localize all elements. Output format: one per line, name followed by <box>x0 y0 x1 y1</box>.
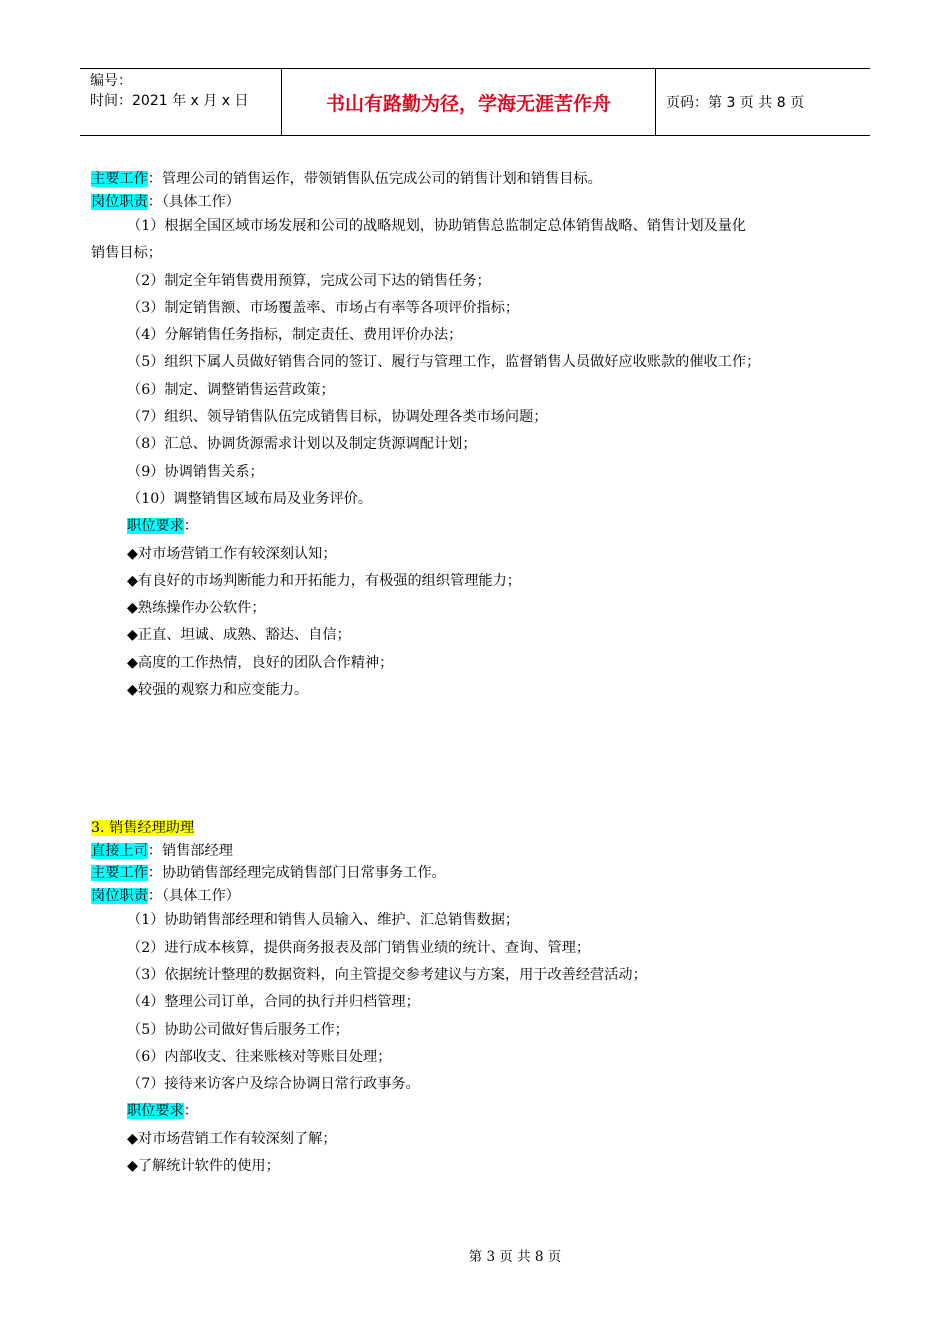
requirement-item: ◆了解统计软件的使用； <box>127 1158 280 1175</box>
document-number-label: 编号： <box>90 73 132 89</box>
requirement-item: ◆对市场营销工作有较深刻了解； <box>127 1130 337 1147</box>
header-motto: 书山有路勤为径，学海无涯苦作舟 <box>282 69 656 135</box>
page-footer: 第 3 页 共 8 页 <box>468 1249 562 1265</box>
requirement-item: ◆较强的观察力和应变能力。 <box>127 682 309 699</box>
duty-item: （5）组织下属人员做好销售合同的签订、履行与管理工作，监督销售人员做好应收账款的催收工作； <box>127 354 761 371</box>
duty-item: （9）协调销售关系； <box>127 463 264 480</box>
requirements-label: 职位要求 <box>127 518 184 535</box>
header-page-number: 页码：第 3 页 共 8 页 <box>666 95 805 111</box>
duty-item: （5）协助公司做好售后服务工作； <box>127 1021 349 1038</box>
requirements-heading <box>91 1098 871 1125</box>
duty-item: （2）制定全年销售费用预算，完成公司下达的销售任务； <box>127 272 491 289</box>
duty-item: （4）分解销售任务指标，制定责任、费用评价办法； <box>127 327 463 344</box>
duty-heading-line <box>91 191 871 214</box>
page-header <box>80 68 870 136</box>
requirement-item: ◆熟练操作办公软件； <box>127 600 266 617</box>
section-spacer <box>91 704 871 817</box>
main-work-label: 主要工作 <box>91 171 148 187</box>
duty-heading-line <box>91 885 871 908</box>
duty-item: （6）制定、调整销售运营政策； <box>127 381 335 398</box>
document-body <box>91 168 871 1180</box>
section-title: 3. 销售经理助理 <box>91 820 195 837</box>
duty-suffix: ：（具体工作） <box>147 887 240 904</box>
direct-boss-line <box>91 840 871 863</box>
document-date: 时间：2021 年 x 月 x 日 <box>90 93 249 109</box>
duty-item: （7）组织、领导销售队伍完成销售目标，协调处理各类市场问题； <box>127 409 548 426</box>
requirement-item: ◆有良好的市场判断能力和开拓能力，有极强的组织管理能力； <box>127 572 521 589</box>
requirements-heading <box>91 513 871 540</box>
duty-item: （2）进行成本核算，提供商务报表及部门销售业绩的统计、查询、管理； <box>127 939 591 956</box>
duty-item: （4）整理公司订单，合同的执行并归档管理； <box>127 994 420 1011</box>
main-work-text: ：管理公司的销售运作，带领销售队伍完成公司的销售计划和销售目标。 <box>147 171 602 187</box>
duty-suffix: ：（具体工作） <box>147 193 240 210</box>
direct-boss-label: 直接上司 <box>91 842 148 859</box>
duty-label: 岗位职责 <box>91 887 148 904</box>
duty-item: （1）协助销售部经理和销售人员输入、维护、汇总销售数据； <box>127 912 520 929</box>
requirements-colon: ： <box>183 1103 198 1120</box>
header-left-cell <box>80 69 282 135</box>
main-work-line <box>91 168 871 191</box>
requirements-colon: ： <box>183 518 198 535</box>
main-work-text: ：协助销售部经理完成销售部门日常事务工作。 <box>147 865 446 882</box>
requirement-item: ◆高度的工作热情，良好的团队合作精神； <box>127 654 394 671</box>
duty-item-continuation: 销售目标； <box>91 245 162 262</box>
duty-item: （7）接待来访客户及综合协调日常行政事务。 <box>127 1076 420 1093</box>
duty-label: 岗位职责 <box>91 193 148 210</box>
main-work-line <box>91 862 871 885</box>
direct-boss-text: ：销售部经理 <box>147 842 233 859</box>
main-work-label: 主要工作 <box>91 865 148 882</box>
duty-item: （8）汇总、协调货源需求计划以及制定货源调配计划； <box>127 436 477 453</box>
duty-item: （3）制定销售额、市场覆盖率、市场占有率等各项评价指标； <box>127 299 520 316</box>
duty-item: （1）根据全国区域市场发展和公司的战略规划，协助销售总监制定总体销售战略、销售计划及量化 <box>127 218 747 234</box>
duty-item: （6）内部收支、往来账核对等账目处理； <box>127 1048 392 1065</box>
requirement-item: ◆对市场营销工作有较深刻认知； <box>127 545 337 562</box>
requirement-item: ◆正直、坦诚、成熟、豁达、自信； <box>127 627 351 644</box>
duty-item: （10）调整销售区域布局及业务评价。 <box>127 490 373 507</box>
duty-item: （3）依据统计整理的数据资料，向主管提交参考建议与方案，用于改善经营活动； <box>127 966 647 983</box>
requirements-label: 职位要求 <box>127 1103 184 1120</box>
section-title-line <box>91 817 871 840</box>
